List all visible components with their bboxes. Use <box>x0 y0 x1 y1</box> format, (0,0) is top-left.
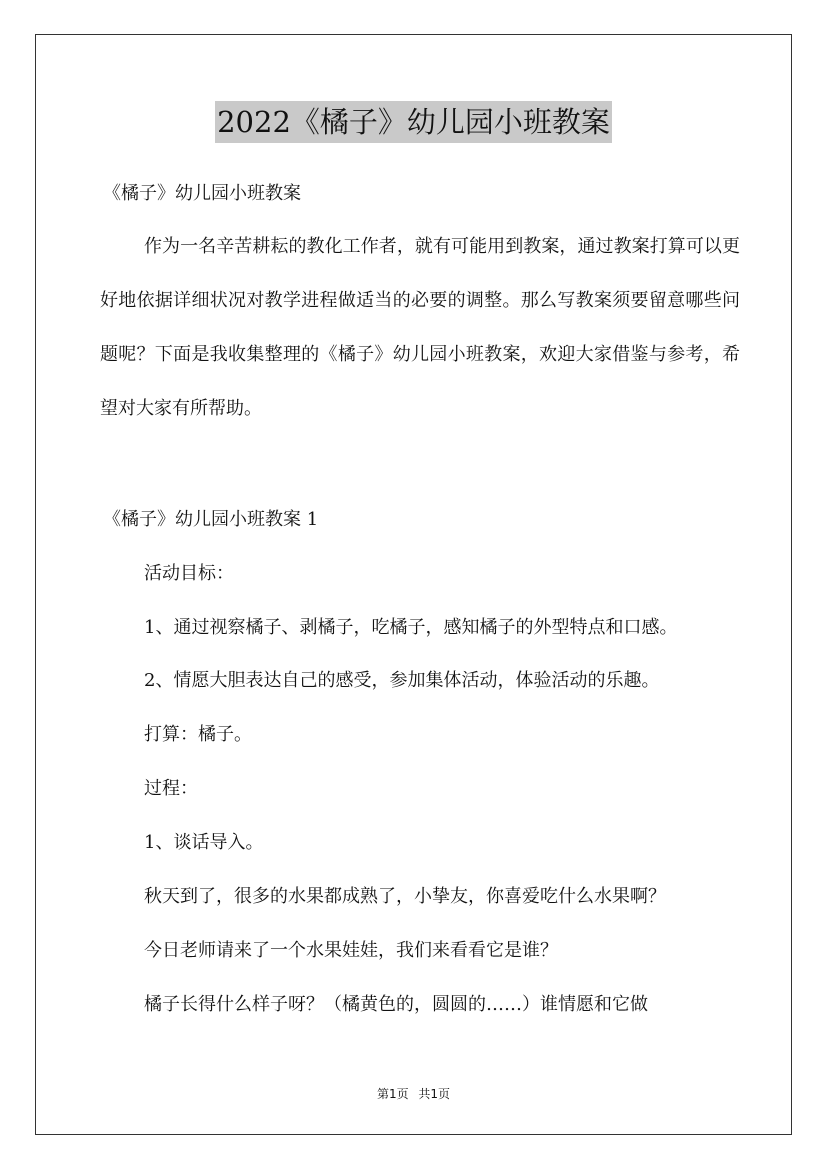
title-container <box>0 101 827 143</box>
content-line: 1、谈话导入。 <box>144 832 264 853</box>
content-line: 2、情愿大胆表达自己的感受，参加集体活动，体验活动的乐趣。 <box>144 670 660 691</box>
content-line: 打算：橘子。 <box>144 724 252 745</box>
content-line: 1、通过视察橘子、剥橘子，吃橘子，感知橘子的外型特点和口感。 <box>144 617 678 638</box>
intro-paragraph <box>100 220 740 436</box>
document-title: 2022《橘子》幼儿园小班教案 <box>215 101 612 143</box>
content-line: 今日老师请来了一个水果娃娃，我们来看看它是谁？ <box>144 940 558 961</box>
content-line: 活动目标： <box>144 563 234 584</box>
page-number: 第1页 <box>376 1087 409 1101</box>
intro-text: 作为一名辛苦耕耘的教化工作者，就有可能用到教案，通过教案打算可以更好地依据详细状况对教学进程做适当的必要的调整。那么写教案须要留意哪些问题呢？下面是我收集整理的《橘子》幼儿园小班教案，欢迎大家借鉴与参考，希望对大家有所帮助。 <box>100 236 740 419</box>
content-line: 秋天到了，很多的水果都成熟了，小挚友，你喜爱吃什么水果啊？ <box>144 886 666 907</box>
content-line: 过程： <box>144 778 198 799</box>
subtitle: 《橘子》幼儿园小班教案 <box>103 183 301 204</box>
section-heading: 《橘子》幼儿园小班教案 1 <box>103 509 319 530</box>
page-total: 共1页 <box>418 1087 451 1101</box>
page-footer <box>0 1085 827 1102</box>
content-line: 橘子长得什么样子呀？（橘黄色的，圆圆的……）谁情愿和它做 <box>144 994 648 1015</box>
